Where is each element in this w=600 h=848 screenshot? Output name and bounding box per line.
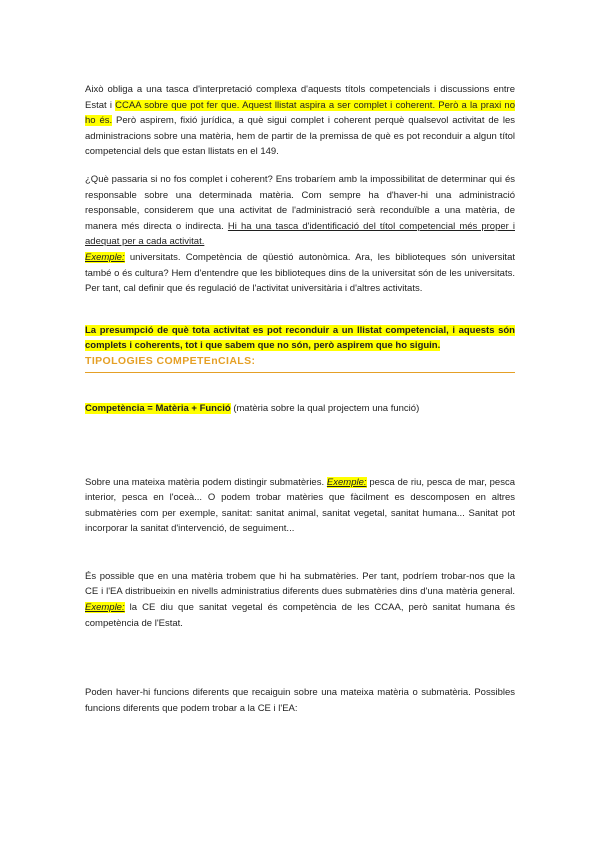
highlighted-text: CCAA sobre que pot fer que. Aquest llistat aspira a ser complet i coherent. Però a la praxi no ho és. xyxy=(85,99,515,127)
example-label: Exemple: xyxy=(85,602,125,614)
text-run: Poden haver-hi funcions diferents que recaiguin sobre una mateixa matèria o submatèria. Possibles funcions diferents que podem trobar a la CE i l'EA: xyxy=(85,687,515,714)
paragraph-functions xyxy=(85,685,515,716)
paragraph-question xyxy=(85,172,515,250)
paragraph-example-universities xyxy=(85,250,515,297)
text-run: la CE diu que sanitat vegetal és competència de les CCAA, però sanitat humana és competència de l'Estat. xyxy=(85,602,515,629)
text-run: pesca de riu, pesca de mar, pesca interior, pesca en l'oceà... O podem trobar matèries que fàcilment es descomposen en altres submatèries com per exemple, sanitat: sanitat animal, sanitat vegetal, sanitat humana... Sanitat pot incorporar la sanitat d'intervenció, de seguiment... xyxy=(85,476,515,535)
highlighted-text: La presumpció de què tota activitat es pot reconduir a un llistat competencial, i aquests són complets i coherents, tot i que sabem que no són, però aspirem que ho siguin. xyxy=(85,324,515,352)
document-content xyxy=(85,82,515,716)
paragraph-distribution xyxy=(85,569,515,631)
text-run: És possible que en una matèria trobem que hi ha submatèries. Per tant, podríem trobar-nos que la CE i l'EA distribueixin en nivells administratius diferents dues submatèries dins d'una matèria general. xyxy=(85,570,515,598)
text-run: universitats. Competència de qüestió autonòmica. Ara, les biblioteques són universitat també o és cultura? Hem d'entendre que les biblioteques dins de la universitat són de les universitats. Per tant, cal definir que és regulació de l'activitat universitària i d'altres activitats. xyxy=(85,251,515,295)
section-heading-tipologies xyxy=(85,354,515,373)
example-label: Exemple: xyxy=(85,251,125,263)
text-run: ¿Què passaria si no fos complet i coherent? Ens trobaríem amb la impossibilitat de determinar qui és responsable sobre una determinada matèria. Com sempre ha d'haver-hi una administració responsable, considerem que una activitat de l'administració serà reconduïble a una matèria, de manera més directa o indirecta. xyxy=(85,173,515,232)
paragraph-formula xyxy=(85,401,515,417)
paragraph-submaterias xyxy=(85,475,515,537)
paragraph-intro xyxy=(85,82,515,160)
example-label: Exemple: xyxy=(326,476,367,488)
paragraph-presumption xyxy=(85,323,515,354)
text-run: Això obliga a una tasca d'interpretació complexa d'aquests títols competencials i discussions entre Estat i xyxy=(85,84,515,111)
text-run: (matèria sobre la qual projectem una funció) xyxy=(230,402,420,414)
underlined-text: Hi ha una tasca d'identificació del títol competencial més proper i adequat per a cada activitat. xyxy=(85,220,515,248)
text-run: Sobre una mateixa matèria podem distingir submatèries. xyxy=(85,476,327,488)
text-run: Però aspirem, fixió jurídica, a què sigui complet i coherent perquè qualsevol activitat de les administracions sobre una matèria, hem de partir de la premissa de què es pot reconduir a algun títol competencial dels que estan llistats en el 149. xyxy=(85,115,515,158)
heading-text: TIPOLOGIES COMPETEnCIALS: xyxy=(85,354,256,367)
formula-highlight: Competència = Matèria + Funció xyxy=(85,402,231,414)
